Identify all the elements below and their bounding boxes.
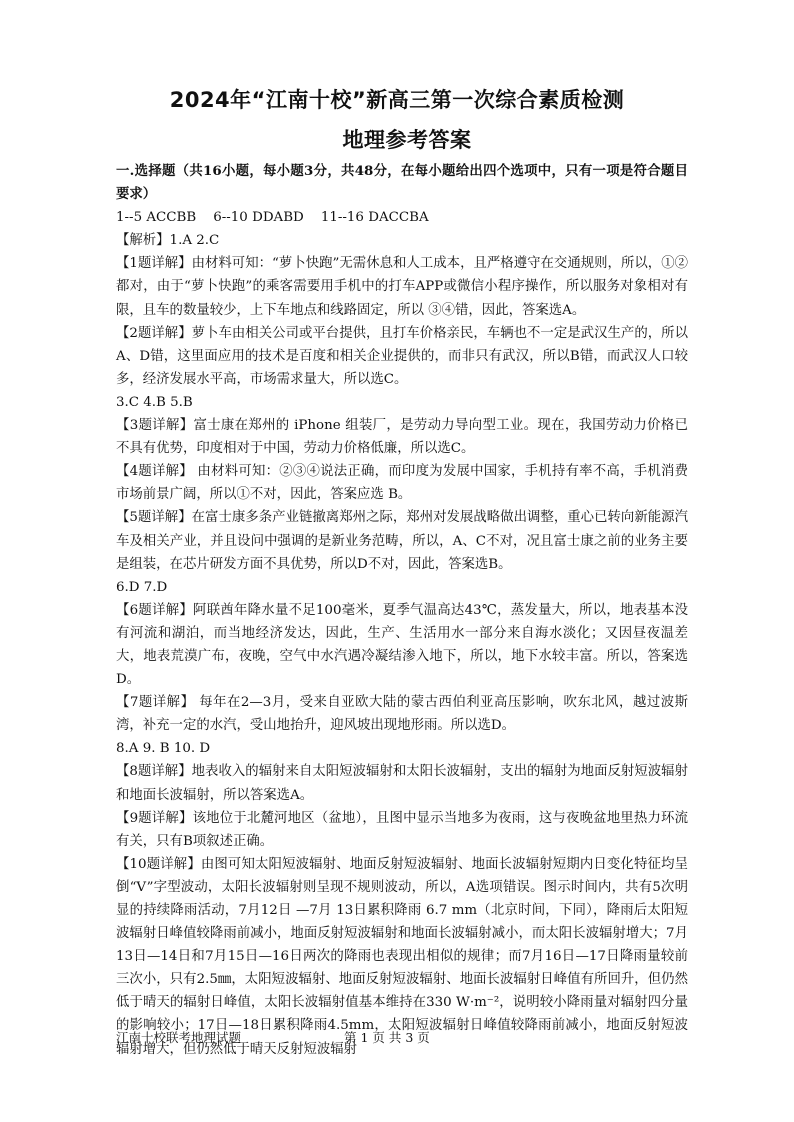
footer-exam-name: 江南十校联考地理试题 bbox=[116, 1030, 242, 1045]
explanation-q7: 【7题详解】 每年在2—3月，受来自亚欧大陆的蒙古西伯利亚高压影响，吹东北风，越过波斯湾，补充一定的水汽，受山地抬升，迎风坡出现地形雨。所以选D。 bbox=[116, 695, 688, 734]
answers-q6-q7: 6.D 7.D bbox=[116, 579, 168, 595]
answers-q8-q10: 8.A 9. B 10. D bbox=[116, 741, 211, 757]
analysis-q1-q2: 【解析】1.A 2.C bbox=[116, 233, 220, 249]
explanation-q2: 【2题详解】萝卜车由相关公司或平台提供，且打车价格亲民，车辆也不一定是武汉生产的，所以A、D错，这里面应用的技术是百度和相关企业提供的，而非只有武汉，所以B错，而武汉人口较多，经济发展水平高，市场需求量大，所以选C。 bbox=[116, 325, 688, 387]
document-subtitle: 地理参考答案 bbox=[342, 128, 472, 152]
answers-q3-q5: 3.C 4.B 5.B bbox=[116, 394, 193, 410]
explanation-q1: 【1题详解】由材料可知：“萝卜快跑”无需休息和人工成本，且严格遵守在交通规则，所以，①②都对，由于“萝卜快跑”的乘客需要用手机中的打车APP或微信小程序操作，所以服务对象相对有限，且车的数量较少，上下车地点和线路固定，所以 ③④错，因此，答案选A。 bbox=[116, 256, 688, 318]
explanation-q5: 【5题详解】在富士康多条产业链撤离郑州之际，郑州对发展战略做出调整，重心已转向新能源汽车及相关产业，并且设问中强调的是新业务范畴，所以，A、C不对，况且富士康之前的业务主要是组装，在芯片研发方面不具优势，所以D不对，因此，答案选B。 bbox=[116, 510, 688, 572]
document-title: 2024年“江南十校”新高三第一次综合素质检测 bbox=[169, 88, 625, 112]
footer-page-number: 第 1 页 共 3 页 bbox=[344, 1030, 430, 1045]
answer-body bbox=[116, 160, 688, 1061]
answer-summary: 1--5 ACCBB 6--10 DDABD 11--16 DACCBA bbox=[116, 210, 429, 226]
explanation-q3: 【3题详解】富士康在郑州的 iPhone 组装厂，是劳动力导向型工业。现在，我国劳动力价格已不具有优势，印度相对于中国，劳动力价格低廉，所以选C。 bbox=[116, 418, 688, 457]
explanation-q4: 【4题详解】 由材料可知：②③④说法正确，而印度为发展中国家，手机持有率不高，手机消费市场前景广阔，所以①不对，因此，答案应选 B。 bbox=[116, 464, 688, 503]
section-heading: 一.选择题（共16小题，每小题3分，共48分，在每小题给出四个选项中，只有一项是符合题目要求） bbox=[116, 163, 688, 203]
explanation-q10: 【10题详解】由图可知太阳短波辐射、地面反射短波辐射、地面长波辐射短期内日变化特征均呈倒“V”字型波动，太阳长波辐射则呈现不规则波动，所以，A选项错误。图示时间内，共有5次明显的持续降雨活动，7月12日 —7月 13日累积降雨 6.7 mm（北京时间，下同），降雨后太阳短波辐射日峰值较降雨前减小，地面反射短波辐射和地面长波辐射减小，而太阳长波辐射增大；7月13日—14日和7月15日—16日两次的降雨也表现出相似的规律；而7月16日—17日降雨量较前三次小，只有2.5㎜，太阳短波辐射、地面反射短波辐射、地面长波辐射日峰值有所回升，但仍然低于晴天的辐射日峰值，太阳长波辐射值基本维持在330 W·m⁻²，说明较小降雨量对辐射四分量的影响较小；17日—18日累积降雨4.5mm，太阳短波辐射日峰值较降雨前减小，地面反射短波辐射增大，但仍然低于晴天反射短波辐射 bbox=[116, 856, 688, 1057]
explanation-q9: 【9题详解】该地位于北麓河地区（盆地），且图中显示当地多为夜雨，这与夜晚盆地里热力环流有关，只有B项叙述正确。 bbox=[116, 810, 688, 849]
explanation-q8: 【8题详解】地表收入的辐射来自太阳短波辐射和太阳长波辐射，支出的辐射为地面反射短波辐射和地面长波辐射，所以答案选A。 bbox=[116, 764, 688, 803]
explanation-q6: 【6题详解】阿联酋年降水量不足100毫米，夏季气温高达43℃，蒸发量大，所以，地表基本没有河流和湖泊，而当地经济发达，因此，生产、生活用水一部分来自海水淡化；又因昼夜温差大，地表荒漠广布，夜晚，空气中水汽遇冷凝结渗入地下，所以，地下水较丰富。所以，答案选D。 bbox=[116, 602, 688, 688]
